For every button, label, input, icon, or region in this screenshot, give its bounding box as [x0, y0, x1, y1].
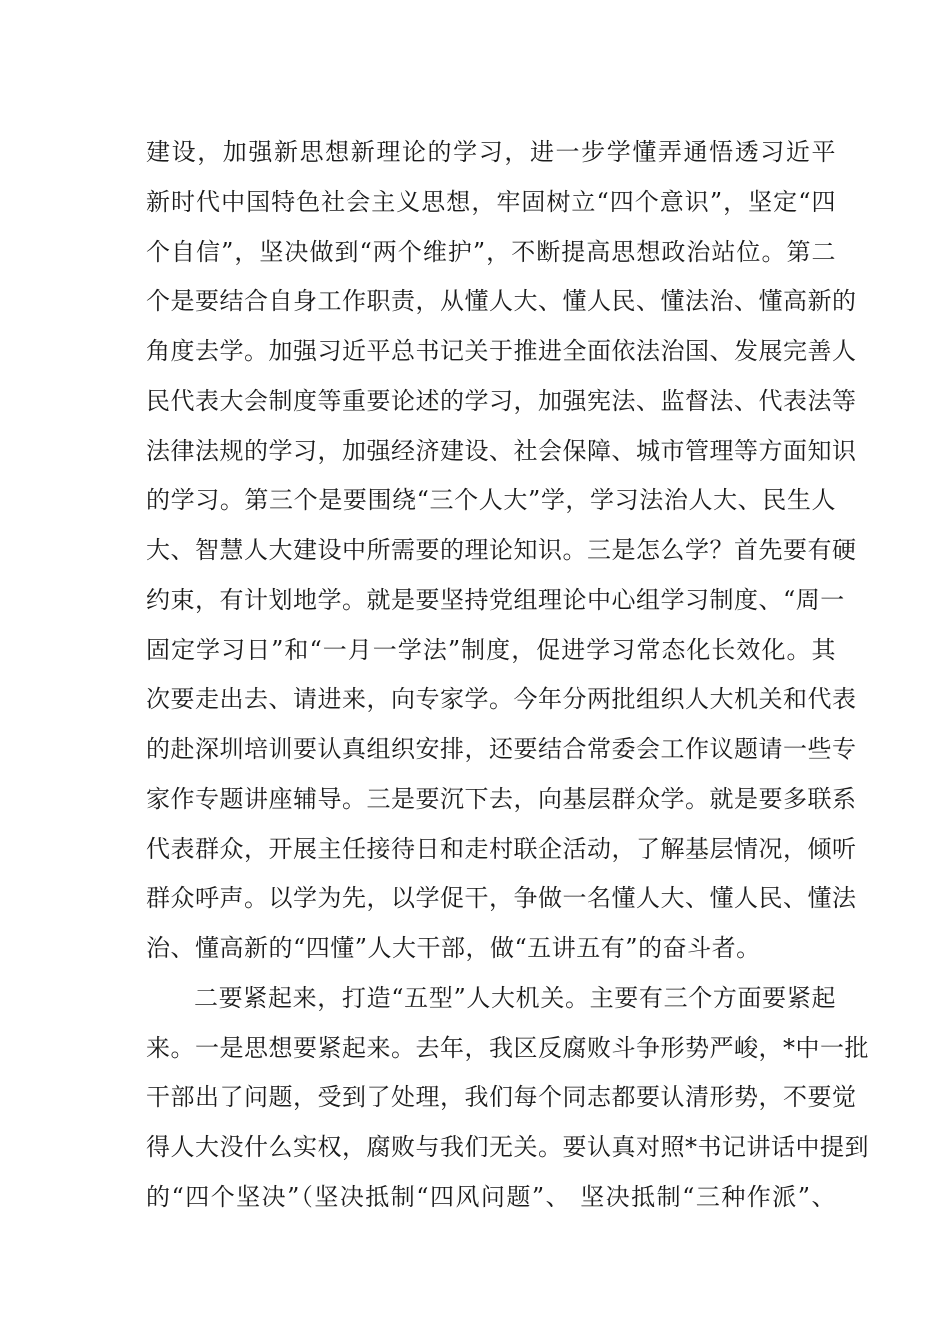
- text-line: 群众呼声。以学为先，以学促干，争做一名懂人大、懂人民、懂法: [146, 884, 857, 913]
- text-line: 的学习。第三个是要围绕“三个人大”学，学习法治人大、民生人: [146, 486, 836, 515]
- paragraph-end-line: 治、懂高新的“四懂”人大干部，做“五讲五有”的奋斗者。: [146, 934, 761, 962]
- text-line: 个自信”，坚决做到“两个维护”，不断提高思想政治站位。第二: [146, 237, 836, 266]
- text-line: 次要走出去、请进来，向专家学。今年分两批组织人大机关和代表: [146, 685, 857, 714]
- text-line: 的“四个坚决”（坚决抵制“四风问题”、 坚决抵制“三种作派”、: [146, 1182, 836, 1211]
- text-line: 约束，有计划地学。就是要坚持党组理论中心组学习制度、“周一: [146, 585, 845, 614]
- text-line: 干部出了问题，受到了处理，我们每个同志都要认清形势，不要觉: [146, 1083, 857, 1112]
- text-line: 法律法规的学习，加强经济建设、社会保障、城市管理等方面知识: [146, 436, 857, 465]
- text-line: 建设，加强新思想新理论的学习，进一步学懂弄通悟透习近平: [146, 138, 836, 166]
- text-line: 家作专题讲座辅导。三是要沉下去，向基层群众学。就是要多联系: [146, 784, 857, 813]
- text-line: 民代表大会制度等重要论述的学习，加强宪法、监督法、代表法等: [146, 386, 857, 415]
- paragraph-start-line: 二要紧起来，打造“五型”人大机关。主要有三个方面要紧起: [194, 983, 836, 1012]
- body-text: [146, 128, 869, 1223]
- text-line: 来。一是思想要紧起来。去年，我区反腐败斗争形势严峻，*中一批: [146, 1033, 869, 1062]
- text-line: 角度去学。加强习近平总书记关于推进全面依法治国、发展完善人: [146, 337, 857, 365]
- text-line: 得人大没什么实权，腐败与我们无关。要认真对照*书记讲话中提到: [146, 1133, 869, 1161]
- text-line: 个是要结合自身工作职责，从懂人大、懂人民、懂法治、懂高新的: [146, 287, 857, 316]
- text-line: 代表群众，开展主任接待日和走村联企活动，了解基层情况，倾听: [146, 834, 857, 863]
- text-line: 固定学习日”和“一月一学法”制度，促进学习常态化长效化。其: [146, 635, 836, 664]
- text-line: 的赴深圳培训要认真组织安排，还要结合常委会工作议题请一些专: [146, 735, 857, 763]
- text-line: 大、智慧人大建设中所需要的理论知识。三是怎么学？首先要有硬: [146, 536, 857, 564]
- text-line: 新时代中国特色社会主义思想，牢固树立“四个意识”，坚定“四: [146, 187, 836, 216]
